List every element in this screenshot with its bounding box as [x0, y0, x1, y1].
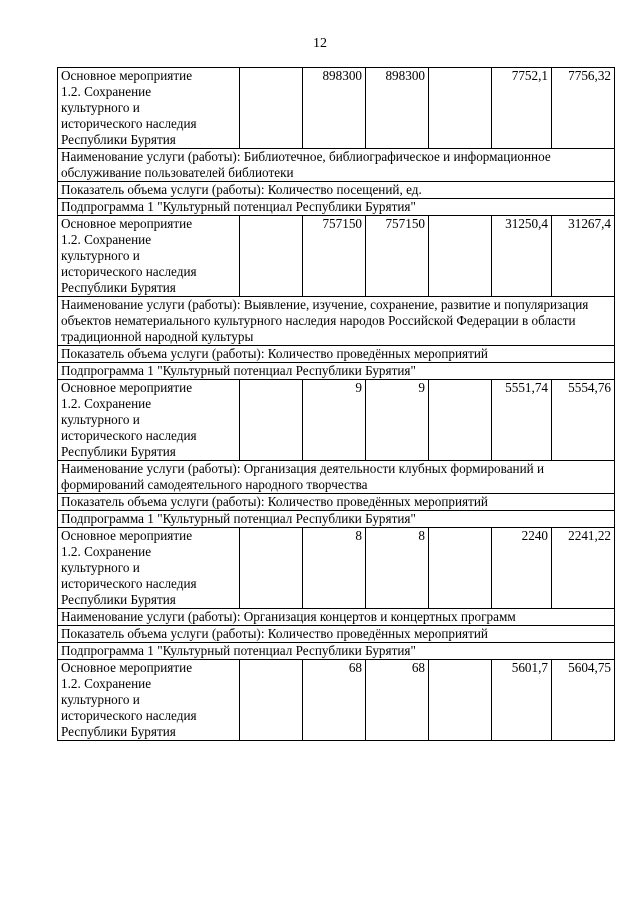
- value-cell: 9: [303, 380, 366, 461]
- subprogram-cell: Подпрограмма 1 "Культурный потенциал Республики Бурятия": [58, 643, 615, 660]
- value-cell: 5551,74: [492, 380, 552, 461]
- service-row: [58, 461, 615, 494]
- measure-row: [58, 380, 615, 461]
- indicator-row: [58, 182, 615, 199]
- value-cell: [240, 68, 303, 149]
- value-cell: [240, 380, 303, 461]
- measure-cell: Основное мероприятие 1.2. Сохранение культурного и исторического наследия Республики Бурятия: [58, 528, 240, 609]
- service-name-cell: Наименование услуги (работы): Организация концертов и концертных программ: [58, 609, 615, 626]
- value-cell: [429, 216, 492, 297]
- value-cell: 31250,4: [492, 216, 552, 297]
- value-cell: [429, 660, 492, 741]
- indicator-row: [58, 346, 615, 363]
- indicator-row: [58, 626, 615, 643]
- subprogram-cell: Подпрограмма 1 "Культурный потенциал Республики Бурятия": [58, 511, 615, 528]
- measure-cell: Основное мероприятие 1.2. Сохранение культурного и исторического наследия Республики Бурятия: [58, 68, 240, 149]
- value-cell: 8: [366, 528, 429, 609]
- measure-cell: Основное мероприятие 1.2. Сохранение культурного и исторического наследия Республики Бурятия: [58, 380, 240, 461]
- measure-row: [58, 216, 615, 297]
- value-cell: 757150: [303, 216, 366, 297]
- value-cell: 2240: [492, 528, 552, 609]
- indicator-cell: Показатель объема услуги (работы): Количество проведённых мероприятий: [58, 626, 615, 643]
- value-cell: 68: [303, 660, 366, 741]
- measure-cell: Основное мероприятие 1.2. Сохранение культурного и исторического наследия Республики Бурятия: [58, 216, 240, 297]
- subprogram-cell: Подпрограмма 1 "Культурный потенциал Республики Бурятия": [58, 363, 615, 380]
- value-cell: [429, 528, 492, 609]
- value-cell: 7756,32: [552, 68, 615, 149]
- measure-row: [58, 660, 615, 741]
- service-row: [58, 609, 615, 626]
- subprogram-row: [58, 643, 615, 660]
- services-table: [57, 67, 615, 741]
- value-cell: 757150: [366, 216, 429, 297]
- value-cell: [240, 660, 303, 741]
- value-cell: 2241,22: [552, 528, 615, 609]
- measure-cell: Основное мероприятие 1.2. Сохранение культурного и исторического наследия Республики Бурятия: [58, 660, 240, 741]
- page-number: 12: [313, 36, 327, 51]
- service-name-cell: Наименование услуги (работы): Выявление, изучение, сохранение, развитие и популяризация объектов нематериального культурного наследия народов Российской Федерации в области традиционной народной культуры: [58, 297, 615, 346]
- indicator-cell: Показатель объема услуги (работы): Количество проведённых мероприятий: [58, 346, 615, 363]
- value-cell: [429, 380, 492, 461]
- value-cell: 5554,76: [552, 380, 615, 461]
- value-cell: [240, 528, 303, 609]
- value-cell: 68: [366, 660, 429, 741]
- value-cell: 9: [366, 380, 429, 461]
- service-row: [58, 149, 615, 182]
- subprogram-cell: Подпрограмма 1 "Культурный потенциал Республики Бурятия": [58, 199, 615, 216]
- value-cell: 898300: [366, 68, 429, 149]
- indicator-cell: Показатель объема услуги (работы): Количество посещений, ед.: [58, 182, 615, 199]
- service-name-cell: Наименование услуги (работы): Библиотечное, библиографическое и информационное обслуживание пользователей библиотеки: [58, 149, 615, 182]
- measure-row: [58, 528, 615, 609]
- indicator-row: [58, 494, 615, 511]
- value-cell: 31267,4: [552, 216, 615, 297]
- subprogram-row: [58, 511, 615, 528]
- value-cell: 8: [303, 528, 366, 609]
- subprogram-row: [58, 363, 615, 380]
- value-cell: 898300: [303, 68, 366, 149]
- value-cell: [240, 216, 303, 297]
- service-row: [58, 297, 615, 346]
- measure-row: [58, 68, 615, 149]
- indicator-cell: Показатель объема услуги (работы): Количество проведённых мероприятий: [58, 494, 615, 511]
- value-cell: 5601,7: [492, 660, 552, 741]
- subprogram-row: [58, 199, 615, 216]
- value-cell: 5604,75: [552, 660, 615, 741]
- value-cell: [429, 68, 492, 149]
- value-cell: 7752,1: [492, 68, 552, 149]
- service-name-cell: Наименование услуги (работы): Организация деятельности клубных формирований и формирований самодеятельного народного творчества: [58, 461, 615, 494]
